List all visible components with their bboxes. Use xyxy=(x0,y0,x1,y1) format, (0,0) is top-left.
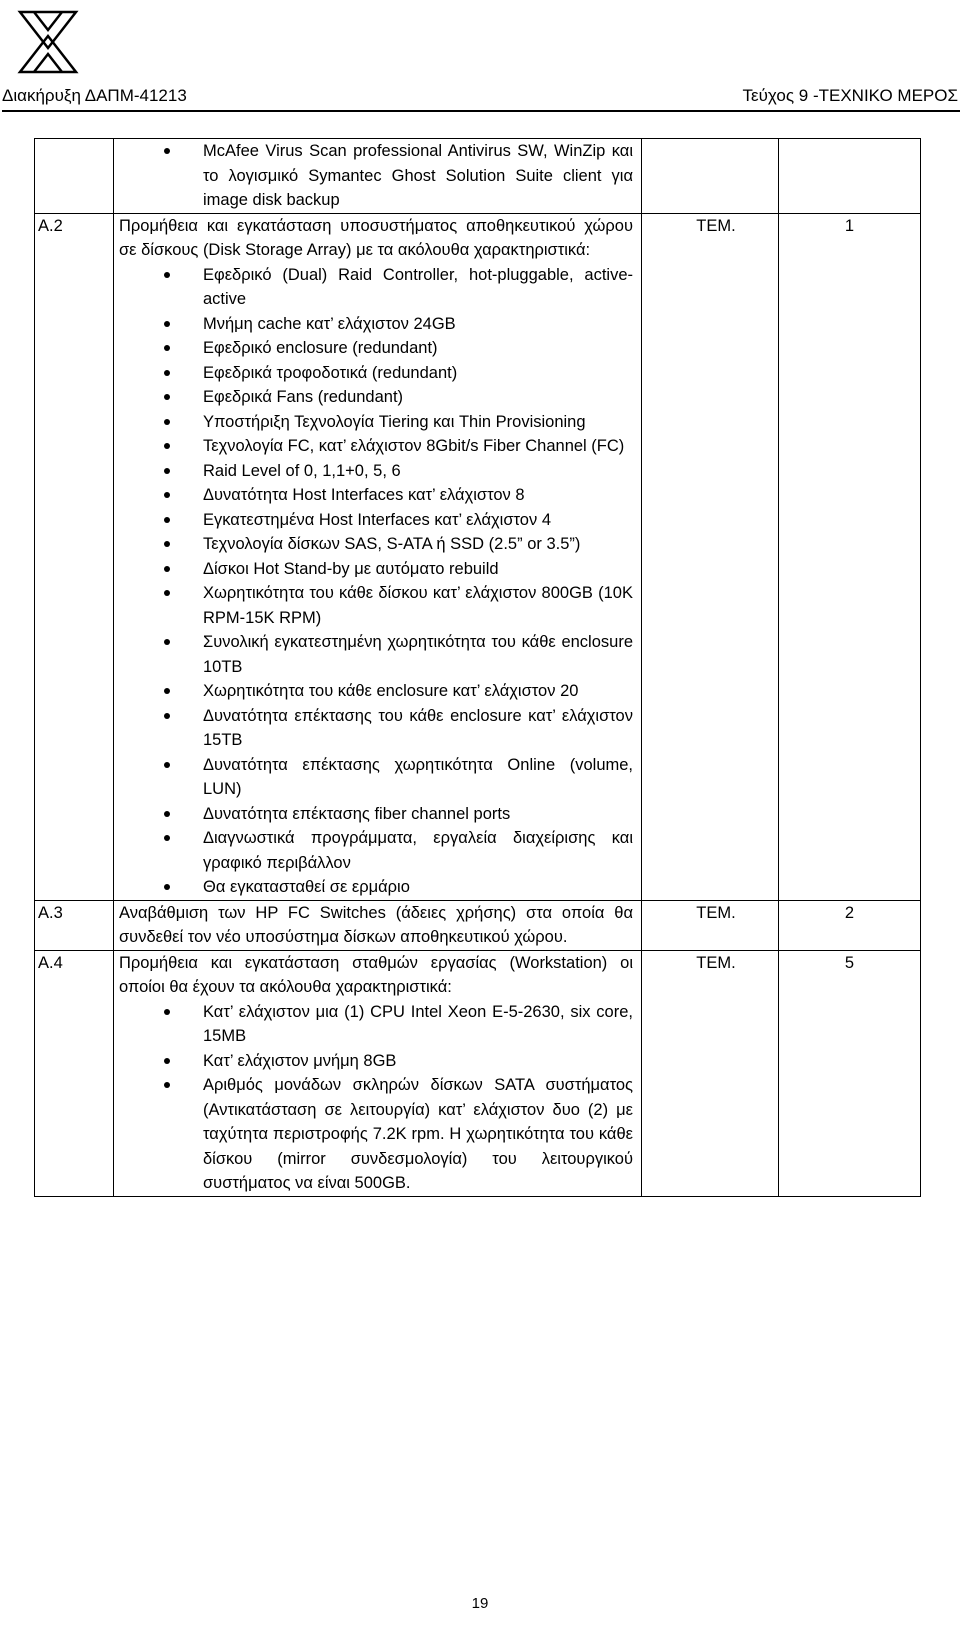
table-row xyxy=(35,139,921,214)
list-item: Διαγνωστικά προγράμματα, εργαλεία διαχείρισης και γραφικό περιβάλλον xyxy=(119,826,633,875)
list-item: Raid Level of 0, 1,1+0, 5, 6 xyxy=(119,459,633,484)
list-item: Χωρητικότητα του κάθε enclosure κατ’ ελάχιστον 20 xyxy=(119,679,633,704)
table-row xyxy=(35,213,921,900)
specification-table-body xyxy=(35,139,921,1197)
specification-list xyxy=(119,263,633,900)
page-number: 19 xyxy=(471,1595,489,1612)
item-code: Α.3 xyxy=(35,900,114,950)
list-item: Δυνατότητα επέκτασης fiber channel ports xyxy=(119,802,633,827)
list-item: Κατ’ ελάχιστον μνήμη 8GB xyxy=(119,1049,633,1074)
list-item: Τεχνολογία δίσκων SAS, S-ATA ή SSD (2.5” or 3.5”) xyxy=(119,532,633,557)
header-document-id: Διακήρυξη ΔΑΠΜ-41213 xyxy=(2,86,187,105)
item-quantity: 2 xyxy=(779,900,921,950)
item-intro-text: Αναβάθμιση των HP FC Switches (άδειες χρήσης) στα οποία θα συνδεθεί τον νέο υποσύστημα δίσκων αποθηκευτικού χώρου. xyxy=(119,903,633,946)
item-description xyxy=(114,950,642,1196)
item-description xyxy=(114,900,642,950)
item-quantity: 5 xyxy=(779,950,921,1196)
list-item: Χωρητικότητα του κάθε δίσκου κατ’ ελάχιστον 800GB (10K RPM-15K RPM) xyxy=(119,581,633,630)
list-item: Τεχνολογία FC, κατ’ ελάχιστον 8Gbit/s Fiber Channel (FC) xyxy=(119,434,633,459)
list-item: Εφεδρικά Fans (redundant) xyxy=(119,385,633,410)
list-item: Δίσκοι Hot Stand-by με αυτόματο rebuild xyxy=(119,557,633,582)
list-item: Δυνατότητα επέκτασης του κάθε enclosure κατ’ ελάχιστον 15TB xyxy=(119,704,633,753)
list-item: Εφεδρικό enclosure (redundant) xyxy=(119,336,633,361)
header-volume-title: Τεύχος 9 -ΤΕΧΝΙΚΟ ΜΕΡΟΣ xyxy=(742,86,958,105)
list-item: Εφεδρικό (Dual) Raid Controller, hot-pluggable, active-active xyxy=(119,263,633,312)
list-item: Εφεδρικά τροφοδοτικά (redundant) xyxy=(119,361,633,386)
item-unit: ΤΕΜ. xyxy=(642,950,779,1196)
item-code xyxy=(35,139,114,214)
list-item: Δυνατότητα επέκτασης χωρητικότητα Online (volume, LUN) xyxy=(119,753,633,802)
list-item: Υποστήριξη Τεχνολογία Tiering και Thin Provisioning xyxy=(119,410,633,435)
list-item: Εγκατεστημένα Host Interfaces κατ’ ελάχιστον 4 xyxy=(119,508,633,533)
item-description xyxy=(114,213,642,900)
list-item: Δυνατότητα Host Interfaces κατ’ ελάχιστον 8 xyxy=(119,483,633,508)
item-unit: ΤΕΜ. xyxy=(642,213,779,900)
list-item: Θα εγκατασταθεί σε ερμάριο xyxy=(119,875,633,900)
list-item: McAfee Virus Scan professional Antivirus SW, WinZip και το λογισμικό Symantec Ghost Solution Suite client για image disk backup xyxy=(119,139,633,213)
specification-list xyxy=(119,1000,633,1196)
item-quantity: 1 xyxy=(779,213,921,900)
specification-table xyxy=(34,138,921,1197)
table-row xyxy=(35,900,921,950)
item-intro-text: Προμήθεια και εγκατάσταση υποσυστήματος αποθηκευτικού χώρου σε δίσκους (Disk Storage Array) με τα ακόλουθα χαρακτηριστικά: xyxy=(119,216,633,259)
header-divider xyxy=(2,110,960,112)
item-unit: ΤΕΜ. xyxy=(642,900,779,950)
list-item: Συνολική εγκατεστημένη χωρητικότητα του κάθε enclosure 10TB xyxy=(119,630,633,679)
item-code: Α.2 xyxy=(35,213,114,900)
specification-list xyxy=(119,139,633,213)
item-quantity xyxy=(779,139,921,214)
organization-logo-icon xyxy=(16,8,80,76)
list-item: Αριθμός μονάδων σκληρών δίσκων SATA συστήματος (Αντικατάσταση σε λειτουργία) κατ’ ελάχιστον δυο (2) με ταχύτητα περιστροφής 7.2K rpm. Η χωρητικότητα του κάθε δίσκου (mirror συνδεσμολογία) του λειτουργικού συστήματος να είναι 500GB. xyxy=(119,1073,633,1196)
table-row xyxy=(35,950,921,1196)
item-intro-text: Προμήθεια και εγκατάσταση σταθμών εργασίας (Workstation) οι οποίοι θα έχουν τα ακόλουθα χαρακτηριστικά: xyxy=(119,953,633,996)
list-item: Κατ’ ελάχιστον μια (1) CPU Intel Xeon E-5-2630, six core, 15MB xyxy=(119,1000,633,1049)
item-unit xyxy=(642,139,779,214)
item-description xyxy=(114,139,642,214)
item-code: Α.4 xyxy=(35,950,114,1196)
list-item: Μνήμη cache κατ’ ελάχιστον 24GB xyxy=(119,312,633,337)
